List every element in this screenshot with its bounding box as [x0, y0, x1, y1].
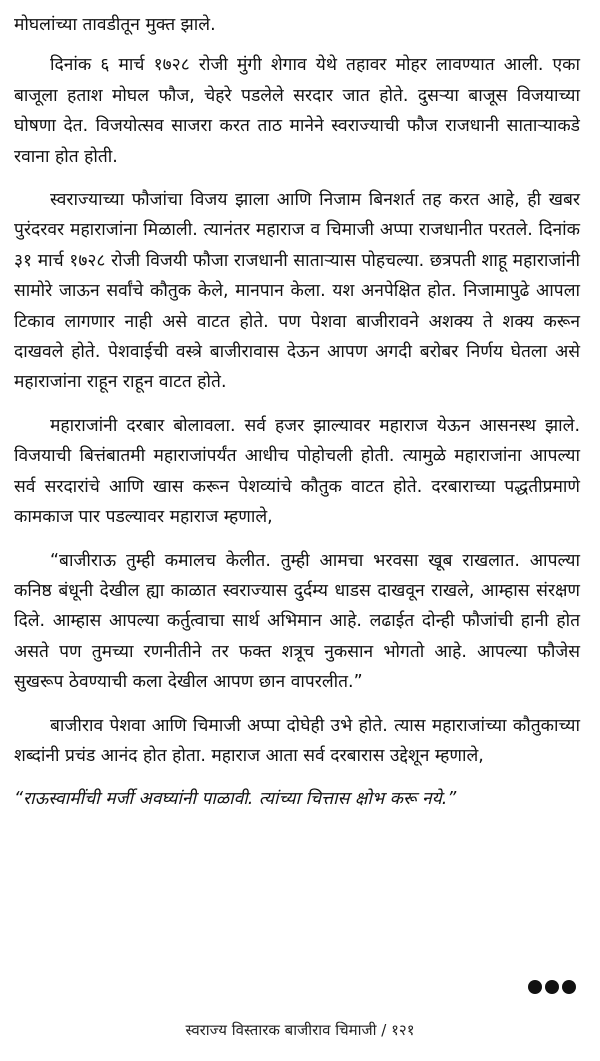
- dot-icon: [545, 980, 559, 994]
- dot-icon: [562, 980, 576, 994]
- section-end-dots: [528, 980, 576, 994]
- paragraph-victory-news: स्वराज्याच्या फौजांचा विजय झाला आणि निजाम बिनशर्त तह करत आहे, ही खबर पुरंदरवर महाराजांना मिळाली. त्यानंतर महाराज व चिमाजी अप्पा राजधानीत परतले. दिनांक ३१ मार्च १७२८ रोजी विजयी फौजा राजधानी साताऱ्यास पोहचल्या. छत्रपती शाहू महाराजांनी सामोरे जाऊन सर्वांचे कौतुक केले, मानपान केला. यश अनपेक्षित होत. निजामापुढे आपला टिकाव लागणार नाही असे वाटत होते. पण पेशवा बाजीरावने अशक्य ते शक्य करून दाखवले होते. पेशवाईची वस्त्रे बाजीरावास देऊन आपण अगदी बरोबर निर्णय घेतला असे महाराजांना राहून राहून वाटत होते.: [14, 190, 580, 393]
- paragraph-darbar: महाराजांनी दरबार बोलावला. सर्व हजर झाल्यावर महाराज येऊन आसनस्थ झाले. विजयाची बित्तंबातमी महाराजांपर्यंत आधीच पोहोचली होती. त्यामुळे महाराजांना आपल्या सर्व सरदारांचे आणि खास करून पेशव्यांचे कौतुक वाटत होते. दरबाराच्या पद्धतीप्रमाणे कामकाज पार पडल्यावर महाराज म्हणाले,: [14, 415, 580, 528]
- page-body: [14, 10, 580, 828]
- paragraph-maharaj-speech: “बाजीराऊ तुम्ही कमालच केलीत. तुम्ही आमचा भरवसा खूब राखलात. आपल्या कनिष्ठ बंधूनी देखील ह्या काळात स्वराज्यास दुर्दम्य धाडस दाखवून राखले, आम्हास संरक्षण दिले. आम्हास आपल्या कर्तुत्वाचा सार्थ अभिमान आहे. लढाईत दोन्ही फौजांची हानी होत असते पण तुमच्या रणनीतीने तर फक्त शत्रूच नुकसान भोगतो आहे. आपल्या फौजेस सुखरूप ठेवण्याची कला देखील आपण छान वापरलीत.”: [14, 550, 580, 693]
- dot-icon: [528, 980, 542, 994]
- paragraph-order-quote: “राऊस्वामींची मर्जी अवघ्यांनी पाळावी. त्यांच्या चित्तास क्षोभ करू नये.”: [14, 789, 457, 810]
- paragraph-continuation: मोघलांच्या तावडीतून मुक्त झाले.: [14, 15, 216, 35]
- page-footer: स्वराज्य विस्तारक बाजीराव चिमाजी / १२१: [185, 1021, 415, 1039]
- paragraph-bajirao-chimaji: बाजीराव पेशवा आणि चिमाजी अप्पा दोघेही उभे होते. त्यास महाराजांच्या कौतुकाच्या शब्दांनी प्रचंड आनंद होत होता. महाराज आता सर्व दरबारास उद्देशून म्हणाले,: [14, 715, 580, 766]
- paragraph-treaty: दिनांक ६ मार्च १७२८ रोजी मुंगी शेगाव येथे तहावर मोहर लावण्यात आली. एका बाजूला हताश मोघल फौज, चेहरे पडलेले सरदार जात होते. दुसऱ्या बाजूस विजयाच्या घोषणा देत. विजयोत्सव साजरा करत ताठ मानेने स्वराज्याची फौज राजधानी साताऱ्याकडे रवाना होत होती.: [14, 55, 580, 167]
